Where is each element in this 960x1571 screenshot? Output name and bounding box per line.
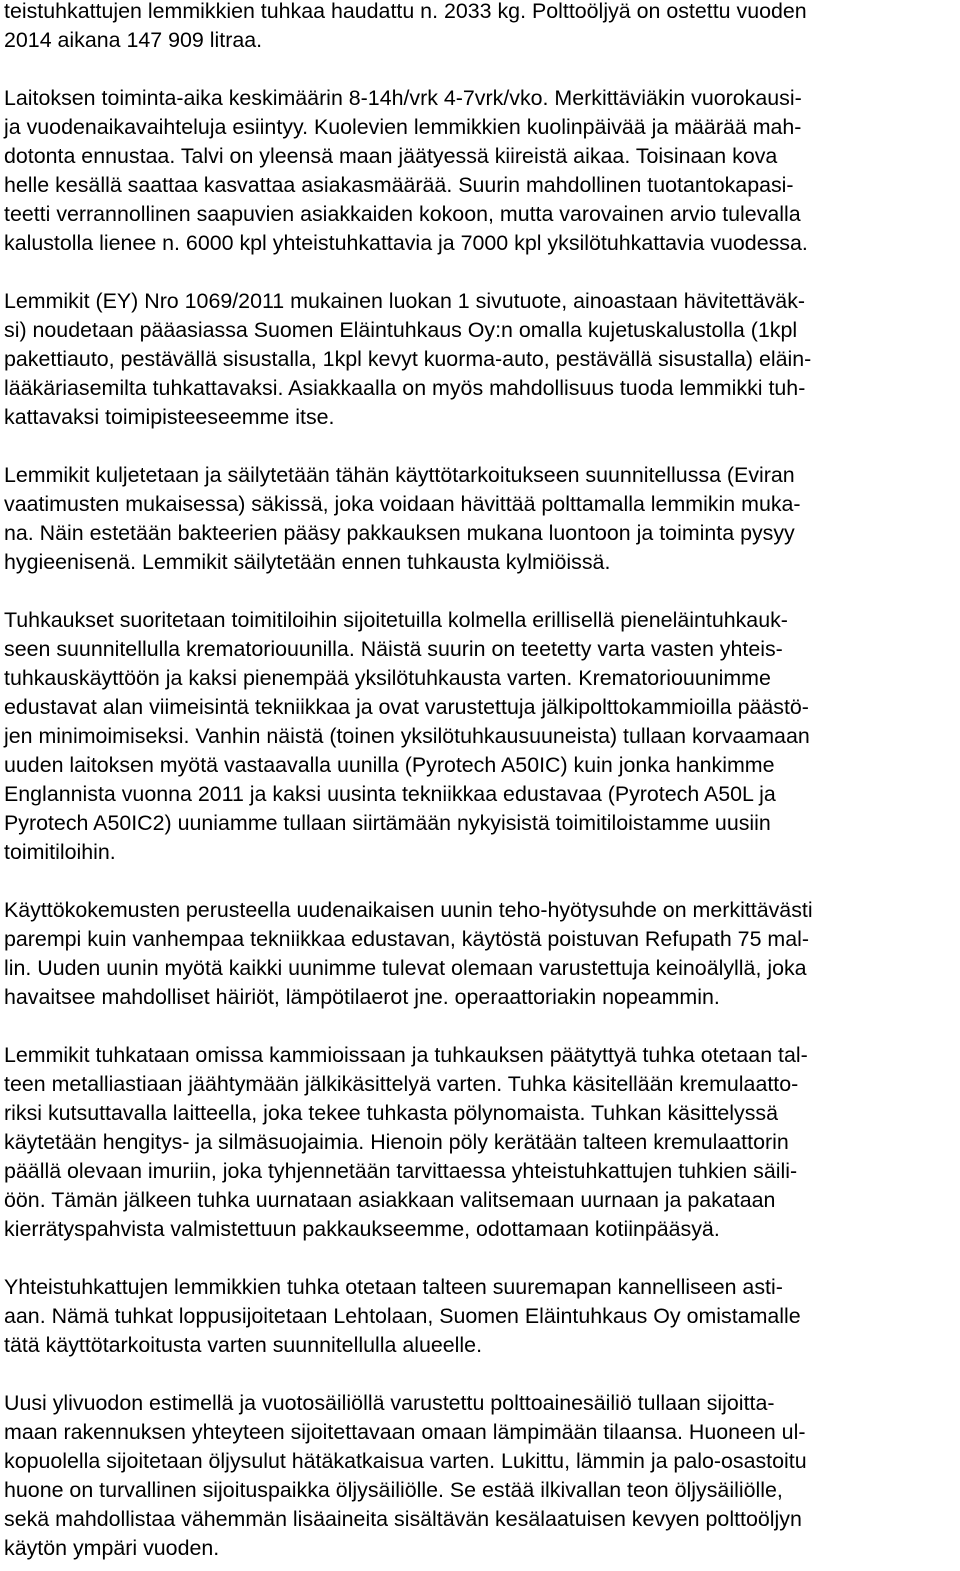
text-line: käytön ympäri vuoden.: [4, 1536, 220, 1560]
text-line: jen minimoimiseksi. Vanhin näistä (toinen yksilötuhkausuuneista) tullaan korvaamaan: [4, 724, 810, 748]
text-line: si) noudetaan pääasiassa Suomen Eläintuhkaus Oy:n omalla kujetuskalustolla (1kpl: [4, 318, 798, 342]
text-line: teetti verrannollinen saapuvien asiakkaiden kokoon, mutta varovainen arvio tulevalla: [4, 202, 801, 226]
text-line: riksi kutsuttavalla laitteella, joka tekee tuhkasta pölynomaista. Tuhkan käsittelyssä: [4, 1101, 779, 1125]
text-line: Lemmikit (EY) Nro 1069/2011 mukainen luokan 1 sivutuote, ainoastaan hävitettäväk-: [4, 289, 806, 313]
text-line: kopuolella sijoitetaan öljysulut hätäkatkaisua varten. Lukittu, lämmin ja palo-osastoitu: [4, 1449, 807, 1473]
text-line: seen suunnitellulla krematoriouunilla. Näistä suurin on teetetty varta vasten yhteis-: [4, 637, 783, 661]
text-line: edustavat alan viimeisintä tekniikkaa ja ovat varustettuja jälkipolttokammioilla päästö-: [4, 695, 809, 719]
text-line: helle kesällä saattaa kasvattaa asiakasmäärää. Suurin mahdollinen tuotantokapasi-: [4, 173, 794, 197]
text-line: sekä mahdollistaa vähemmän lisäaineita sisältävän kesälaatuisen kevyen polttoöljyn: [4, 1507, 802, 1531]
text-line: hygieenisenä. Lemmikit säilytetään ennen tuhkausta kylmiöissä.: [4, 550, 611, 574]
text-line: Lemmikit tuhkataan omissa kammioissaan ja tuhkauksen päätyttyä tuhka otetaan tal-: [4, 1043, 808, 1067]
text-line: Laitoksen toiminta-aika keskimäärin 8-14h/vrk 4-7vrk/vko. Merkittäviäkin vuorokausi-: [4, 86, 802, 110]
text-line: ja vuodenaikavaihteluja esiintyy. Kuolevien lemmikkien kuolinpäivää ja määrää mah-: [4, 115, 802, 139]
text-line: maan rakennuksen yhteyteen sijoitettavaan omaan lämpimään tilaansa. Huoneen ul-: [4, 1420, 806, 1444]
text-line: tätä käyttötarkoitusta varten suunnitellulla alueelle.: [4, 1333, 483, 1357]
text-line: Uusi ylivuodon estimellä ja vuotosäiliöllä varustettu polttoainesäiliö tullaan sijoitta-: [4, 1391, 775, 1415]
text-line: aan. Nämä tuhkat loppusijoitetaan Lehtolaan, Suomen Eläintuhkaus Oy omistamalle: [4, 1304, 801, 1328]
text-line: tuhkauskäyttöön ja kaksi pienempää yksilötuhkausta varten. Krematoriouunimme: [4, 666, 771, 690]
text-line: Lemmikit kuljetetaan ja säilytetään tähän käyttötarkoitukseen suunnitellussa (Eviran: [4, 463, 795, 487]
text-line: havaitsee mahdolliset häiriöt, lämpötilaerot jne. operaattoriakin nopeammin.: [4, 985, 720, 1009]
text-line: parempi kuin vanhempaa tekniikkaa edustavan, käytöstä poistuvan Refupath 75 mal-: [4, 927, 810, 951]
text-line: uuden laitoksen myötä vastaavalla uunilla (Pyrotech A50IC) kuin jonka hankimme: [4, 753, 775, 777]
text-line: lääkäriasemilta tuhkattavaksi. Asiakkaalla on myös mahdollisuus tuoda lemmikki tuh-: [4, 376, 806, 400]
text-line: kierrätyspahvista valmistettuun pakkaukseemme, odottamaan kotiinpääsyä.: [4, 1217, 720, 1241]
text-line: na. Näin estetään bakteerien pääsy pakkauksen mukana luontoon ja toiminta pysyy: [4, 521, 795, 545]
text-line: Tuhkaukset suoritetaan toimitiloihin sijoitetuilla kolmella erillisellä pieneläintuhkauk-: [4, 608, 788, 632]
text-line: toimitiloihin.: [4, 840, 116, 864]
text-line: pakettiauto, pestävällä sisustalla, 1kpl kevyt kuorma-auto, pestävällä sisustalla) eläin-: [4, 347, 812, 371]
text-line: päällä olevaan imuriin, joka tyhjennetään tarvittaessa yhteistuhkattujen tuhkien säili-: [4, 1159, 798, 1183]
text-line: teistuhkattujen lemmikkien tuhkaa haudattu n. 2033 kg. Polttoöljyä on ostettu vuoden: [4, 0, 807, 23]
text-line: Englannista vuonna 2011 ja kaksi uusinta tekniikkaa edustavaa (Pyrotech A50L ja: [4, 782, 776, 806]
text-line: Yhteistuhkattujen lemmikkien tuhka otetaan talteen suuremapan kannelliseen asti-: [4, 1275, 783, 1299]
text-line: vaatimusten mukaisessa) säkissä, joka voidaan hävittää polttamalla lemmikin muka-: [4, 492, 801, 516]
text-line: dotonta ennustaa. Talvi on yleensä maan jäätyessä kiireistä aikaa. Toisinaan kova: [4, 144, 778, 168]
text-line: huone on turvallinen sijoituspaikka öljysäiliölle. Se estää ilkivallan teon öljysäiliölle,: [4, 1478, 783, 1502]
text-line: öön. Tämän jälkeen tuhka uurnataan asiakkaan valitsemaan uurnaan ja pakataan: [4, 1188, 776, 1212]
text-line: käytetään hengitys- ja silmäsuojaimia. Hienoin pöly kerätään talteen kremulaattorin: [4, 1130, 789, 1154]
text-line: Käyttökokemusten perusteella uudenaikaisen uunin teho-hyötysuhde on merkittävästi: [4, 898, 813, 922]
text-line: kalustolla lienee n. 6000 kpl yhteistuhkattavia ja 7000 kpl yksilötuhkattavia vuodessa.: [4, 231, 808, 255]
text-line: lin. Uuden uunin myötä kaikki uunimme tulevat olemaan varustettuja keinoälyllä, joka: [4, 956, 807, 980]
text-line: teen metalliastiaan jäähtymään jälkikäsittelyä varten. Tuhka käsitellään kremulaatto-: [4, 1072, 799, 1096]
text-line: Pyrotech A50IC2) uuniamme tullaan siirtämään nykyisistä toimitiloistamme uusiin: [4, 811, 771, 835]
text-line: 2014 aikana 147 909 litraa.: [4, 28, 263, 52]
text-line: kattavaksi toimipisteeseemme itse.: [4, 405, 335, 429]
